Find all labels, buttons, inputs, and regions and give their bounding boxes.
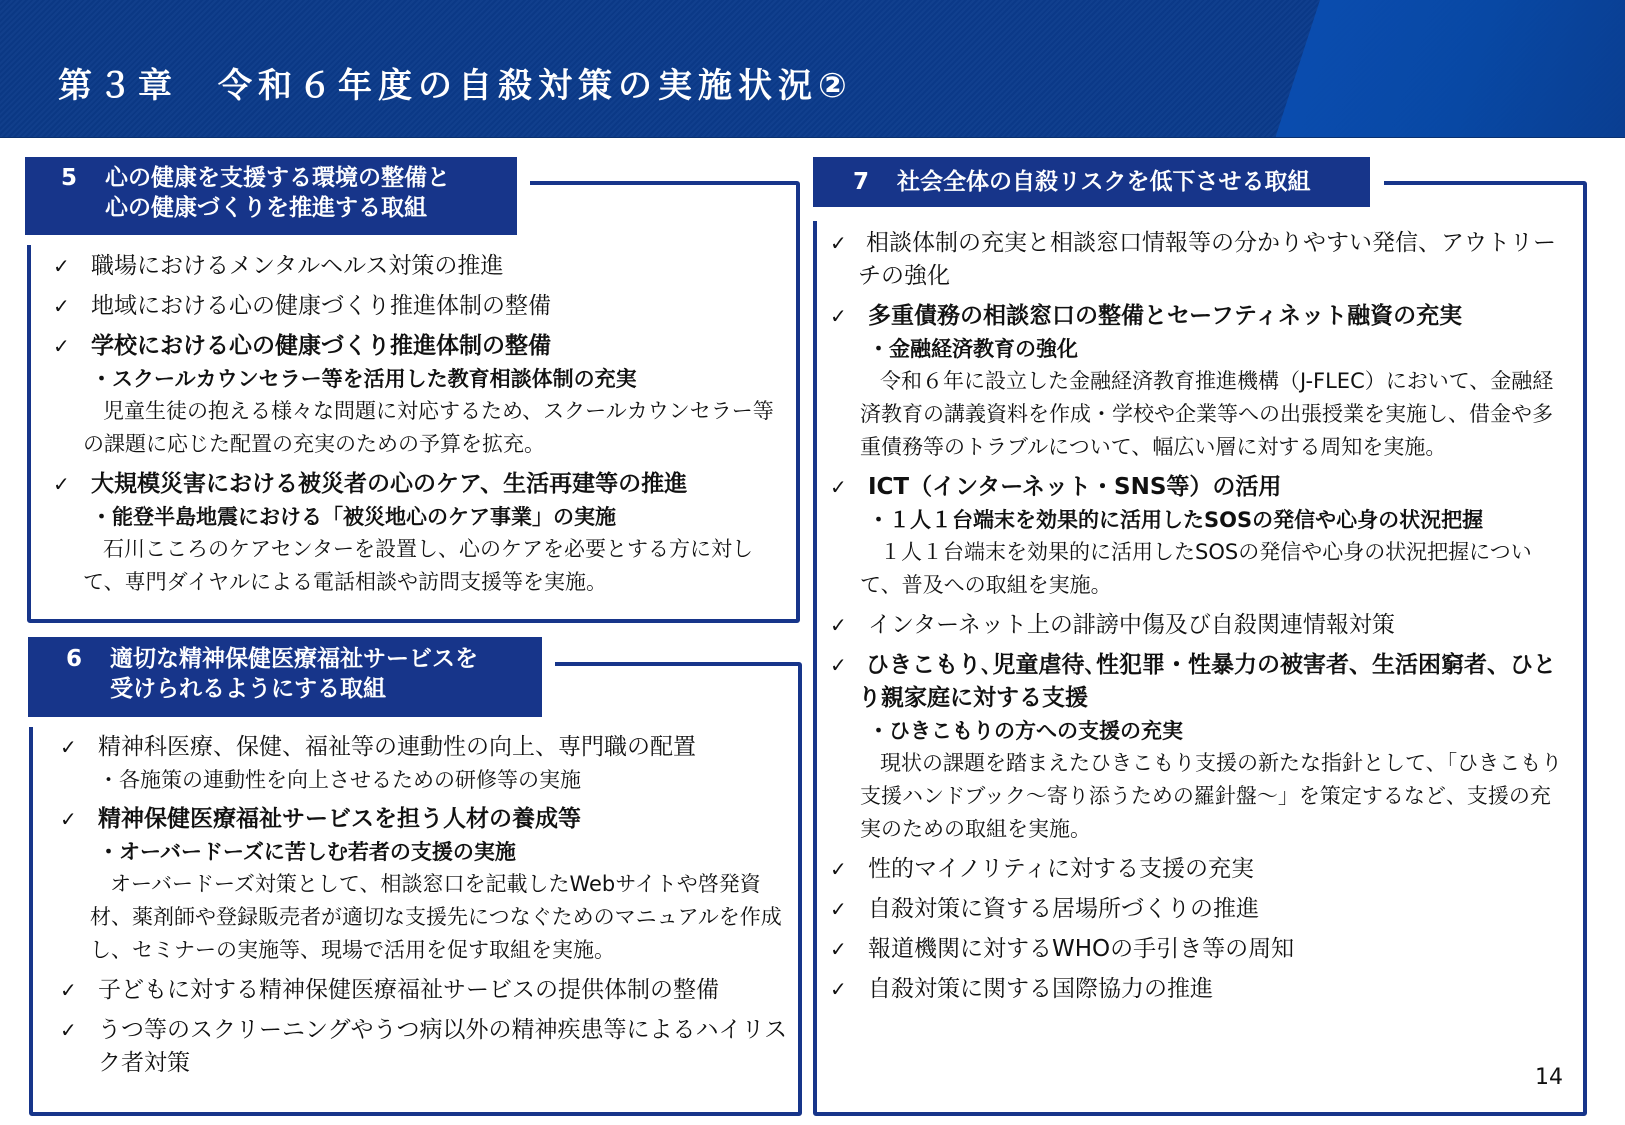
page-number: 14 — [1535, 1065, 1563, 1090]
header-decorative-band — [1275, 0, 1625, 137]
list-item: ✓ 多重債務の相談窓口の整備とセーフティネット融資の充実 — [830, 300, 1570, 333]
list-item: ✓ 自殺対策に資する居場所づくりの推進 — [830, 893, 1570, 926]
checkmark-icon: ✓ — [830, 613, 847, 637]
checkmark-icon: ✓ — [830, 857, 847, 881]
section-5-heading: 5 心の健康を支援する環境の整備と 心の健康づくりを推進する取組 — [25, 157, 517, 235]
list-item: ✓ 子どもに対する精神保健医療福祉サービスの提供体制の整備 — [60, 974, 788, 1007]
sub-heading: ・金融経済教育の強化 — [868, 337, 1078, 361]
sub-heading: ・１人１台端末を効果的に活用したSOSの発信や心身の状況把握 — [868, 508, 1484, 532]
section-7-content — [830, 227, 1570, 1006]
list-item: ✓ うつ等のスクリーニングやうつ病以外の精神疾患等によるハイリスク者対策 — [60, 1014, 788, 1080]
section-number: 7 — [853, 169, 870, 195]
section-number: 6 — [66, 646, 83, 672]
description-text: オーバードーズ対策として、相談窓口を記載したWebサイトや啓発資材、薬剤師や登録販売者が適切な支援先につなぐためのマニュアルを作成し、セミナーの実施等、現場で活用を促す取組を実施。 — [90, 872, 782, 962]
sub-heading: ・能登半島地震における「被災地心のケア事業」の実施 — [91, 505, 616, 529]
list-item: ✓ 報道機関に対するWHOの手引き等の周知 — [830, 933, 1570, 966]
checkmark-icon: ✓ — [60, 1018, 77, 1042]
list-item: ✓ 職場におけるメンタルヘルス対策の推進 — [53, 250, 783, 283]
section-5-content — [53, 250, 783, 599]
header-banner — [0, 0, 1625, 138]
checkmark-icon: ✓ — [60, 735, 77, 759]
section-6-heading: 6 適切な精神保健医療福祉サービスを 受けられるようにする取組 — [28, 637, 542, 717]
checkmark-icon: ✓ — [53, 334, 70, 358]
list-item: ✓ 自殺対策に関する国際協力の推進 — [830, 973, 1570, 1006]
checkmark-icon: ✓ — [830, 653, 847, 677]
section-7-heading: 7 社会全体の自殺リスクを低下させる取組 — [813, 157, 1370, 207]
description-text: 石川こころのケアセンターを設置し、心のケアを必要とする方に対して、専門ダイヤルによる電話相談や訪問支援等を実施。 — [83, 537, 753, 594]
list-item: ✓ 性的マイノリティに対する支援の充実 — [830, 853, 1570, 886]
checkmark-icon: ✓ — [53, 254, 70, 278]
checkmark-icon: ✓ — [830, 231, 847, 255]
sub-item: ・各施策の連動性を向上させるための研修等の実施 — [98, 768, 581, 792]
checkmark-icon: ✓ — [830, 977, 847, 1001]
sub-heading: ・オーバードーズに苦しむ若者の支援の実施 — [98, 840, 516, 864]
checkmark-icon: ✓ — [53, 472, 70, 496]
description-text: １人１台端末を効果的に活用したSOSの発信や心身の状況把握について、普及への取組を実施。 — [860, 540, 1532, 597]
page-title: 第３章 令和６年度の自殺対策の実施状況② — [58, 66, 853, 106]
list-item: ✓ ひきこもり､児童虐待､性犯罪・性暴力の被害者、生活困窮者、ひとり親家庭に対する支援 — [830, 649, 1570, 715]
list-item: ✓ 相談体制の充実と相談窓口情報等の分かりやすい発信、アウトリーチの強化 — [830, 227, 1570, 293]
checkmark-icon: ✓ — [830, 475, 847, 499]
section-6-content — [60, 731, 788, 1080]
list-item: ✓ 大規模災害における被災者の心のケア、生活再建等の推進 — [53, 468, 783, 501]
sub-heading: ・スクールカウンセラー等を活用した教育相談体制の充実 — [91, 367, 637, 391]
list-item: ✓ 学校における心の健康づくり推進体制の整備 — [53, 330, 783, 363]
checkmark-icon: ✓ — [60, 807, 77, 831]
checkmark-icon: ✓ — [830, 304, 847, 328]
section-number: 5 — [61, 165, 78, 191]
list-item: ✓ 精神保健医療福祉サービスを担う人材の養成等 — [60, 803, 788, 836]
list-item: ✓ 精神科医療、保健、福祉等の連動性の向上、専門職の配置 — [60, 731, 788, 764]
checkmark-icon: ✓ — [60, 978, 77, 1002]
list-item: ✓ ICT（インターネット・SNS等）の活用 — [830, 471, 1570, 504]
description-text: 令和６年に設立した金融経済教育推進機構（J-FLEC）において、金融経済教育の講義資料を作成・学校や企業等への出張授業を実施し、借金や多重債務等のトラブルについて、幅広い層に対する周知を実施。 — [860, 369, 1554, 459]
checkmark-icon: ✓ — [830, 897, 847, 921]
list-item: ✓ インターネット上の誹謗中傷及び自殺関連情報対策 — [830, 609, 1570, 642]
description-text: 現状の課題を踏まえたひきこもり支援の新たな指針として、「ひきこもり支援ハンドブック～寄り添うための羅針盤～」を策定するなど、支援の充実のための取組を実施。 — [860, 751, 1563, 841]
checkmark-icon: ✓ — [830, 937, 847, 961]
sub-heading: ・ひきこもりの方への支援の充実 — [868, 719, 1183, 743]
checkmark-icon: ✓ — [53, 294, 70, 318]
description-text: 児童生徒の抱える様々な問題に対応するため、スクールカウンセラー等の課題に応じた配置の充実のための予算を拡充。 — [83, 399, 774, 456]
list-item: ✓ 地域における心の健康づくり推進体制の整備 — [53, 290, 783, 323]
